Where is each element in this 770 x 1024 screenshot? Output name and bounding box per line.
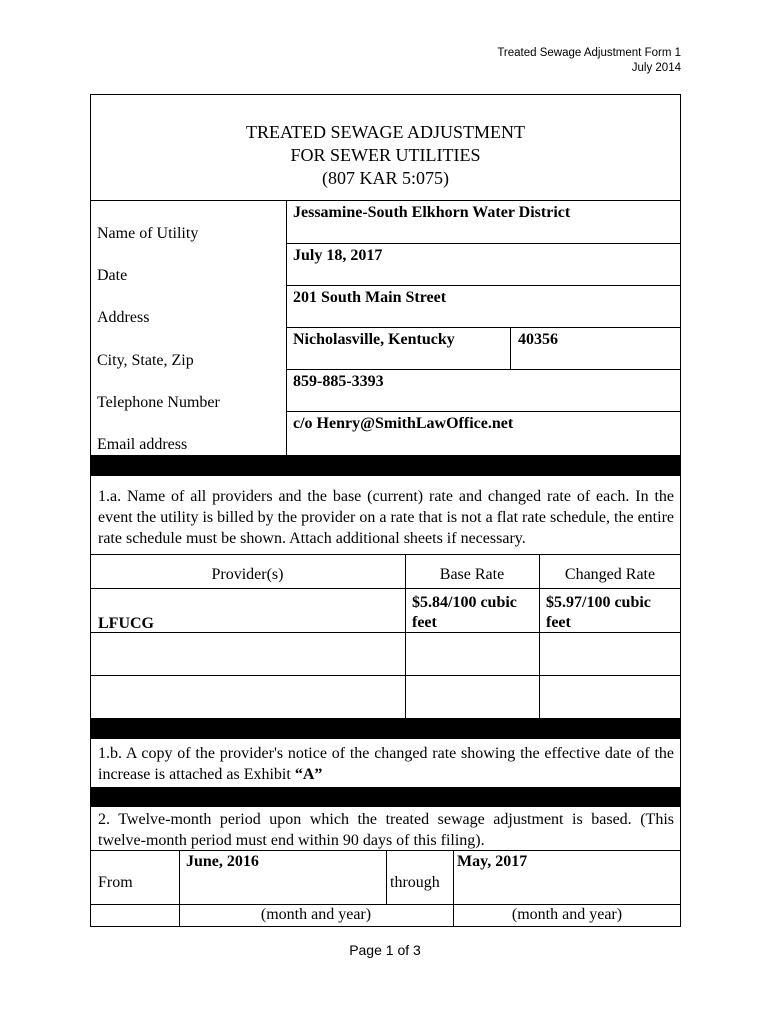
changed-rate-field[interactable] bbox=[546, 593, 651, 633]
city-label: City, State, Zip bbox=[97, 352, 194, 369]
changed-rate-line-1: $5.97/100 cubic bbox=[546, 594, 651, 611]
info-row-line bbox=[286, 411, 681, 412]
form-title bbox=[90, 121, 681, 190]
page-number: Page 1 of 3 bbox=[349, 942, 421, 958]
form-name: Treated Sewage Adjustment Form 1 bbox=[497, 47, 681, 59]
email-field[interactable]: c/o Henry@SmithLawOffice.net bbox=[293, 415, 514, 432]
base-rate-field[interactable] bbox=[412, 593, 517, 633]
month-year-caption-from: (month and year) bbox=[260, 906, 372, 923]
section-1b-text bbox=[98, 743, 674, 785]
through-label: through bbox=[390, 874, 440, 891]
utility-label: Name of Utility bbox=[97, 225, 199, 242]
provider-name-field[interactable]: LFUCG bbox=[98, 615, 154, 632]
changed-rate-column-header: Changed Rate bbox=[564, 566, 656, 583]
section-separator-bar bbox=[90, 787, 681, 807]
info-row-line bbox=[286, 243, 681, 244]
base-rate-line-1: $5.84/100 cubic bbox=[412, 594, 517, 611]
city-field[interactable]: Nicholasville, Kentucky bbox=[293, 331, 455, 348]
zip-divider bbox=[510, 327, 511, 369]
utility-field[interactable]: Jessamine-South Elkhorn Water District bbox=[293, 204, 571, 221]
form-header bbox=[497, 46, 681, 76]
email-label: Email address bbox=[97, 436, 188, 453]
title-line-3: (807 KAR 5:075) bbox=[322, 168, 449, 188]
date-label: Date bbox=[97, 267, 128, 284]
through-date-field[interactable]: May, 2017 bbox=[457, 853, 528, 870]
provider-column-header: Provider(s) bbox=[211, 566, 284, 583]
section-separator-bar bbox=[90, 455, 681, 476]
date-field[interactable]: July 18, 2017 bbox=[293, 247, 383, 264]
section-1b-statement: 1.b. A copy of the provider's notice of the changed rate showing the effective date of the increase is attached as Exhibit bbox=[98, 745, 674, 783]
exhibit-label: “A” bbox=[294, 766, 323, 783]
from-label: From bbox=[98, 874, 133, 891]
provider-table-top bbox=[90, 554, 681, 555]
info-row-line bbox=[286, 285, 681, 286]
title-line-1: TREATED SEWAGE ADJUSTMENT bbox=[246, 122, 525, 142]
zip-field[interactable]: 40356 bbox=[518, 331, 558, 348]
base-rate-column-header: Base Rate bbox=[439, 566, 505, 583]
period-divider bbox=[386, 850, 387, 904]
section-separator-bar bbox=[90, 718, 681, 739]
base-rate-line-2: feet bbox=[412, 614, 437, 631]
month-year-caption-through: (month and year) bbox=[511, 906, 623, 923]
address-field[interactable]: 201 South Main Street bbox=[293, 289, 447, 306]
changed-rate-line-2: feet bbox=[546, 614, 571, 631]
form-date: July 2014 bbox=[631, 62, 681, 74]
section-1a-instructions: 1.a. Name of all providers and the base (current) rate and changed rate of each. In the event the utility is billed by the provider on a rate that is not a flat rate schedule, the entire rate schedule must be shown. Attach additional sheets if necessary. bbox=[98, 488, 674, 547]
from-date-field[interactable]: June, 2016 bbox=[186, 853, 259, 870]
info-row-line bbox=[286, 369, 681, 370]
title-line-2: FOR SEWER UTILITIES bbox=[290, 145, 481, 165]
title-divider bbox=[90, 200, 681, 201]
provider-table-row-line bbox=[90, 675, 681, 676]
info-row-line bbox=[286, 327, 681, 328]
section-2-text: 2. Twelve-month period upon which the treated sewage adjustment is based. (This twelve-month period must end within 90 days of this filing). bbox=[98, 811, 674, 849]
phone-label: Telephone Number bbox=[97, 394, 220, 411]
address-label: Address bbox=[97, 309, 150, 326]
phone-field[interactable]: 859-885-3393 bbox=[293, 373, 384, 390]
provider-table-row-line bbox=[90, 588, 681, 589]
